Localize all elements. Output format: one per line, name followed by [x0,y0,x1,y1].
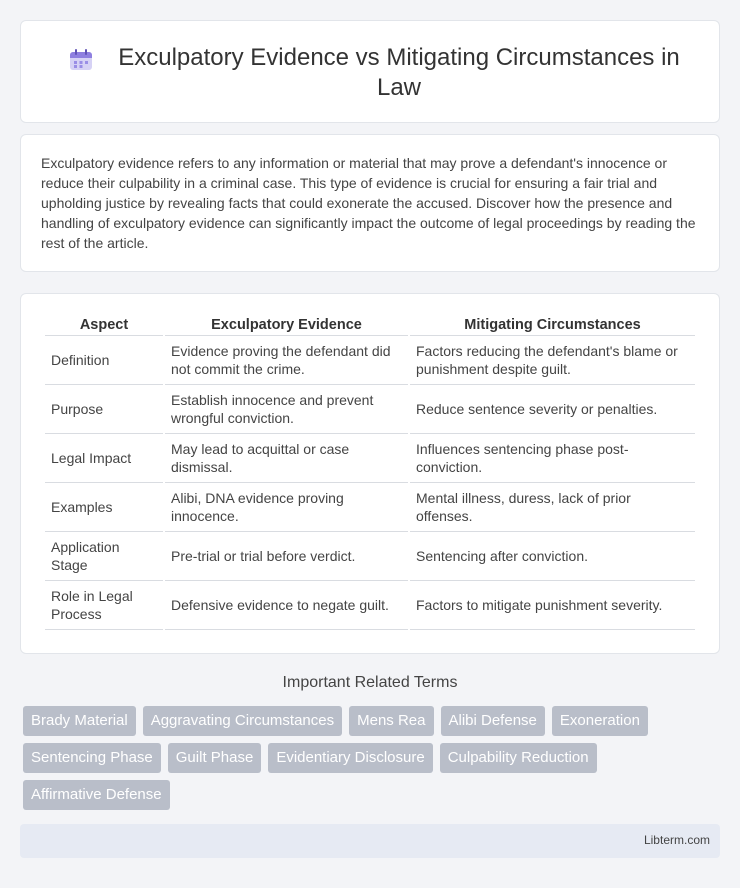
row-aspect: Definition [45,336,163,385]
row-mitigating: Influences sentencing phase post-conviction. [410,434,695,483]
tag-affirmative-defense[interactable]: Affirmative Defense [23,780,170,810]
table-header-row [45,314,695,336]
tag-mens-rea[interactable]: Mens Rea [349,706,433,736]
calendar-icon [69,49,93,71]
row-exculpatory: Defensive evidence to negate guilt. [165,581,408,630]
related-terms-list [23,706,703,810]
row-mitigating: Mental illness, duress, lack of prior offenses. [410,483,695,532]
header-exculpatory: Exculpatory Evidence [165,314,408,336]
table-row [45,385,695,434]
row-aspect: Legal Impact [45,434,163,483]
row-exculpatory: May lead to acquittal or case dismissal. [165,434,408,483]
footer-site-link[interactable]: Libterm.com [643,833,710,847]
row-exculpatory: Alibi, DNA evidence proving innocence. [165,483,408,532]
comparison-table [43,314,697,630]
comparison-table-card [20,293,720,654]
tag-brady-material[interactable]: Brady Material [23,706,136,736]
table-row [45,434,695,483]
tag-culpability-reduction[interactable]: Culpability Reduction [440,743,597,773]
page-title: Exculpatory Evidence vs Mitigating Circumstances in Law [118,44,680,101]
related-terms-heading: Important Related Terms [282,674,458,691]
tag-guilt-phase[interactable]: Guilt Phase [168,743,262,773]
table-row [45,483,695,532]
row-mitigating: Factors reducing the defendant's blame or punishment despite guilt. [410,336,695,385]
row-mitigating: Reduce sentence severity or penalties. [410,385,695,434]
row-aspect: Role in Legal Process [45,581,163,630]
row-aspect: Examples [45,483,163,532]
intro-paragraph: Exculpatory evidence refers to any information or material that may prove a defendant's innocence or reduce their culpability in a criminal case. This type of evidence is crucial for ensuring a fair trial and upholding justice by revealing facts that could exonerate the accused. Discover how the presence and handling of exculpatory evidence can significantly impact the outcome of legal proceedings by reading the rest of the article. [41,155,696,251]
tag-exoneration[interactable]: Exoneration [552,706,648,736]
tag-evidentiary-disclosure[interactable]: Evidentiary Disclosure [268,743,432,773]
row-mitigating: Factors to mitigate punishment severity. [410,581,695,630]
row-aspect: Application Stage [45,532,163,581]
header-mitigating: Mitigating Circumstances [410,314,695,336]
tag-aggravating-circumstances[interactable]: Aggravating Circumstances [143,706,342,736]
tag-sentencing-phase[interactable]: Sentencing Phase [23,743,161,773]
table-row [45,581,695,630]
row-mitigating: Sentencing after conviction. [410,532,695,581]
title-card [20,20,720,123]
footer [20,824,720,858]
row-exculpatory: Evidence proving the defendant did not commit the crime. [165,336,408,385]
row-aspect: Purpose [45,385,163,434]
table-row [45,532,695,581]
tag-alibi-defense[interactable]: Alibi Defense [441,706,545,736]
row-exculpatory: Pre-trial or trial before verdict. [165,532,408,581]
intro-card [20,134,720,272]
row-exculpatory: Establish innocence and prevent wrongful conviction. [165,385,408,434]
table-row [45,336,695,385]
header-aspect: Aspect [45,314,163,336]
